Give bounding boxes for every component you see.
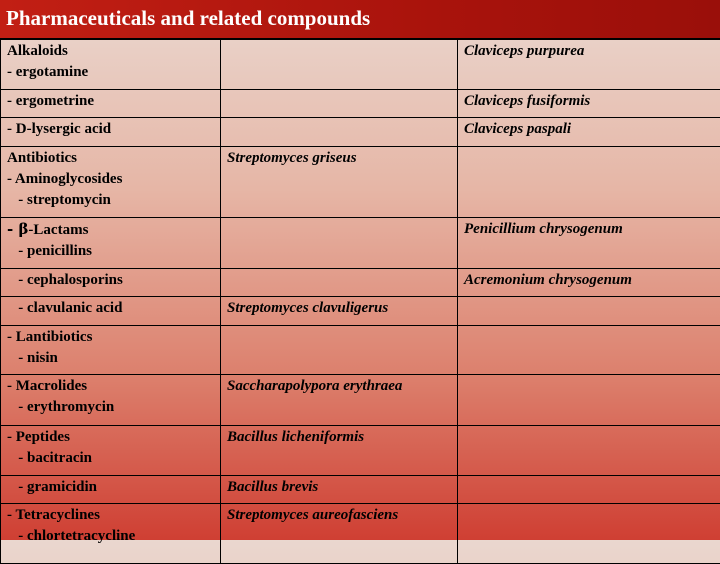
organism-cell-right: Claviceps fusiformis [458, 90, 720, 118]
compound-text: - erythromycin [7, 399, 114, 415]
compound-text: - Lantibiotics [7, 329, 92, 345]
compound-line [7, 526, 214, 547]
organism-cell-mid [221, 118, 458, 147]
compound-cell [1, 375, 221, 426]
compound-cell [1, 118, 221, 147]
compound-line [7, 298, 214, 319]
compound-line [7, 448, 214, 469]
compound-line [7, 119, 214, 140]
compound-text: - Peptides [7, 429, 70, 445]
organism-cell-mid [221, 218, 458, 269]
compound-text: -Lactams [28, 222, 88, 238]
table-row [1, 375, 720, 426]
table-row [1, 147, 720, 218]
beta-prefix: - β [7, 220, 28, 238]
organism-cell-mid [221, 326, 458, 375]
compound-line [7, 148, 214, 169]
compound-text: - Tetracyclines [7, 507, 100, 523]
organism-cell-mid [221, 269, 458, 297]
organism-cell-mid [221, 40, 458, 90]
compound-cell [1, 90, 221, 118]
compound-text: Alkaloids [7, 43, 68, 59]
compound-text: - ergometrine [7, 93, 94, 109]
compound-text: - streptomycin [7, 192, 111, 208]
table-row [1, 90, 720, 118]
compounds-table [0, 39, 720, 564]
table-row [1, 40, 720, 90]
table-row [1, 476, 720, 504]
organism-cell-right: Claviceps purpurea [458, 40, 720, 90]
organism-cell-right: Claviceps paspali [458, 118, 720, 147]
organism-cell-right [458, 426, 720, 476]
compound-line [7, 270, 214, 291]
compound-line [7, 397, 214, 418]
compound-text: - nisin [7, 350, 58, 366]
table-row [1, 326, 720, 375]
compound-line [7, 219, 214, 241]
organism-cell-right [458, 297, 720, 326]
organism-cell-mid: Saccharapolypora erythraea [221, 375, 458, 426]
compound-text: - chlortetracycline [7, 528, 135, 544]
compound-text: - clavulanic acid [7, 300, 122, 316]
organism-cell-mid: Bacillus licheniformis [221, 426, 458, 476]
page-title: Pharmaceuticals and related compounds [6, 6, 370, 31]
compound-cell [1, 297, 221, 326]
table-row [1, 118, 720, 147]
compound-text: - ergotamine [7, 64, 88, 80]
compound-text: - gramicidin [7, 479, 97, 495]
compound-line [7, 169, 214, 190]
compound-cell [1, 218, 221, 269]
compound-line [7, 376, 214, 397]
organism-cell-mid: Bacillus brevis [221, 476, 458, 504]
compound-cell [1, 426, 221, 476]
compound-text: Antibiotics [7, 150, 77, 166]
organism-cell-mid [221, 90, 458, 118]
compound-line [7, 91, 214, 112]
organism-cell-mid: Streptomyces aureofasciens [221, 504, 458, 564]
compound-text: - Aminoglycosides [7, 171, 122, 187]
compound-line [7, 427, 214, 448]
organism-cell-right [458, 326, 720, 375]
compound-line [7, 190, 214, 211]
compound-text: - bacitracin [7, 450, 92, 466]
compound-line [7, 327, 214, 348]
table-row [1, 269, 720, 297]
organism-cell-mid: Streptomyces clavuligerus [221, 297, 458, 326]
organism-cell-right [458, 476, 720, 504]
compound-line [7, 477, 214, 498]
compound-line [7, 62, 214, 83]
compound-cell [1, 147, 221, 218]
compound-line [7, 241, 214, 262]
title-bar [0, 0, 720, 39]
compound-cell [1, 326, 221, 375]
compound-line [7, 41, 214, 62]
table-row [1, 426, 720, 476]
organism-cell-right: Penicillium chrysogenum [458, 218, 720, 269]
organism-cell-mid: Streptomyces griseus [221, 147, 458, 218]
compound-text: - penicillins [7, 243, 92, 259]
organism-cell-right [458, 375, 720, 426]
compound-text: - cephalosporins [7, 272, 123, 288]
compound-text: - D-lysergic acid [7, 121, 111, 137]
compound-text: - Macrolides [7, 378, 87, 394]
compound-cell [1, 476, 221, 504]
table-body [1, 40, 720, 564]
compound-line [7, 348, 214, 369]
table-row [1, 218, 720, 269]
table-row [1, 297, 720, 326]
organism-cell-right [458, 504, 720, 564]
table-row [1, 504, 720, 564]
organism-cell-right [458, 147, 720, 218]
compound-cell [1, 269, 221, 297]
compound-cell [1, 504, 221, 564]
compound-cell [1, 40, 221, 90]
compound-line [7, 505, 214, 526]
organism-cell-right: Acremonium chrysogenum [458, 269, 720, 297]
